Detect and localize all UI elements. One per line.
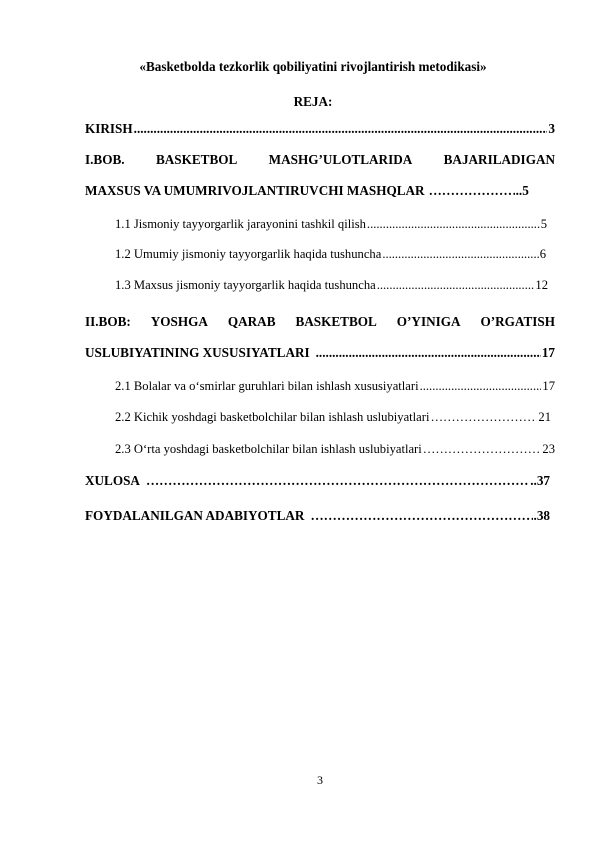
toc-entry-intro: [85, 120, 555, 138]
page-number-footer: 3: [317, 773, 323, 787]
document-title: «Basketbolda tezkorlik qobiliyatini rivojlantirish metodikasi»: [139, 59, 487, 74]
toc-leader-dots: [146, 472, 529, 490]
toc-section-2-1: [115, 377, 555, 395]
toc-word: I.BOB.: [85, 152, 125, 167]
toc-label: 2.3 O‘rta yoshdagi basketbolchilar bilan ishlash uslubiyatlari: [115, 442, 422, 456]
toc-leader-dots: [430, 408, 537, 426]
toc-page-number: ..5: [515, 183, 529, 198]
toc-page-number: 3: [548, 121, 555, 136]
toc-word: O’YINIGA: [396, 314, 461, 329]
toc-leader-dots: [316, 344, 541, 362]
toc-page-number: 12: [535, 278, 548, 292]
toc-label: 2.1 Bolalar va o‘smirlar guruhlari bilan ishlash xususiyatlari: [115, 379, 419, 393]
toc-section-2-2: [115, 408, 551, 426]
toc-label: FOYDALANILGAN ADABIYOTLAR: [85, 508, 305, 523]
toc-leader-dots: [382, 245, 538, 263]
toc-page-number: 5: [540, 217, 547, 231]
toc-word: QARAB: [227, 314, 276, 329]
toc-word: BASKETBOL: [155, 152, 238, 167]
toc-chapter2-heading-line2: [85, 344, 555, 362]
toc-label: MAXSUS VA UMUMRIVOJLANTIRUVCHI MASHQLAR: [85, 183, 425, 198]
toc-word: BASKETBOL: [295, 314, 377, 329]
toc-page-number: 21: [538, 410, 551, 424]
toc-section-1-1: [115, 215, 547, 233]
toc-chapter1-heading-line2: [85, 182, 545, 200]
toc-word: O’RGATISH: [480, 314, 555, 329]
toc-page-number: 23: [542, 442, 555, 456]
toc-chapter2-heading-line1: [85, 313, 555, 331]
toc-leader-dots: [423, 440, 542, 458]
toc-label: XULOSA: [85, 473, 140, 488]
toc-leader-dots: [134, 120, 548, 138]
toc-leader-dots: [420, 377, 542, 395]
toc-leader-dots: [367, 215, 540, 233]
toc-page-number: 17: [541, 345, 555, 360]
toc-label: USLUBIYATINING XUSUSIYATLARI: [85, 345, 310, 360]
toc-chapter1-heading-line1: [85, 151, 555, 169]
toc-page-number: 17: [542, 379, 555, 393]
toc-page-number: .38: [533, 508, 550, 523]
toc-section-1-3: [115, 276, 548, 294]
toc-page-number: 6: [539, 247, 546, 261]
toc-entry-conclusion: [85, 472, 550, 490]
toc-label: 1.1 Jismoniy tayyorgarlik jarayonini tashkil qilish: [115, 217, 366, 231]
toc-page-number: ..37: [530, 473, 550, 488]
toc-leader-dots: [310, 507, 532, 525]
toc-label: KIRISH: [85, 121, 133, 136]
toc-label: 1.3 Maxsus jismoniy tayyorgarlik haqida tushuncha: [115, 278, 376, 292]
toc-entry-references: [85, 507, 550, 525]
toc-word: YOSHGA: [150, 314, 208, 329]
toc-label: 1.2 Umumiy jismoniy tayyorgarlik haqida tushuncha: [115, 247, 382, 261]
toc-label: 2.2 Kichik yoshdagi basketbolchilar bilan ishlash uslubiyatlari: [115, 410, 430, 424]
plan-heading: REJA:: [293, 94, 333, 109]
toc-word: MASHG’ULOTLARIDA: [268, 152, 413, 167]
toc-section-2-3: [115, 440, 555, 458]
toc-leader-dots: [377, 276, 535, 294]
toc-section-1-2: [115, 245, 546, 263]
toc-word: II.BOB:: [85, 314, 131, 329]
toc-leader-dots: [429, 182, 515, 200]
toc-word: BAJARILADIGAN: [443, 152, 555, 167]
